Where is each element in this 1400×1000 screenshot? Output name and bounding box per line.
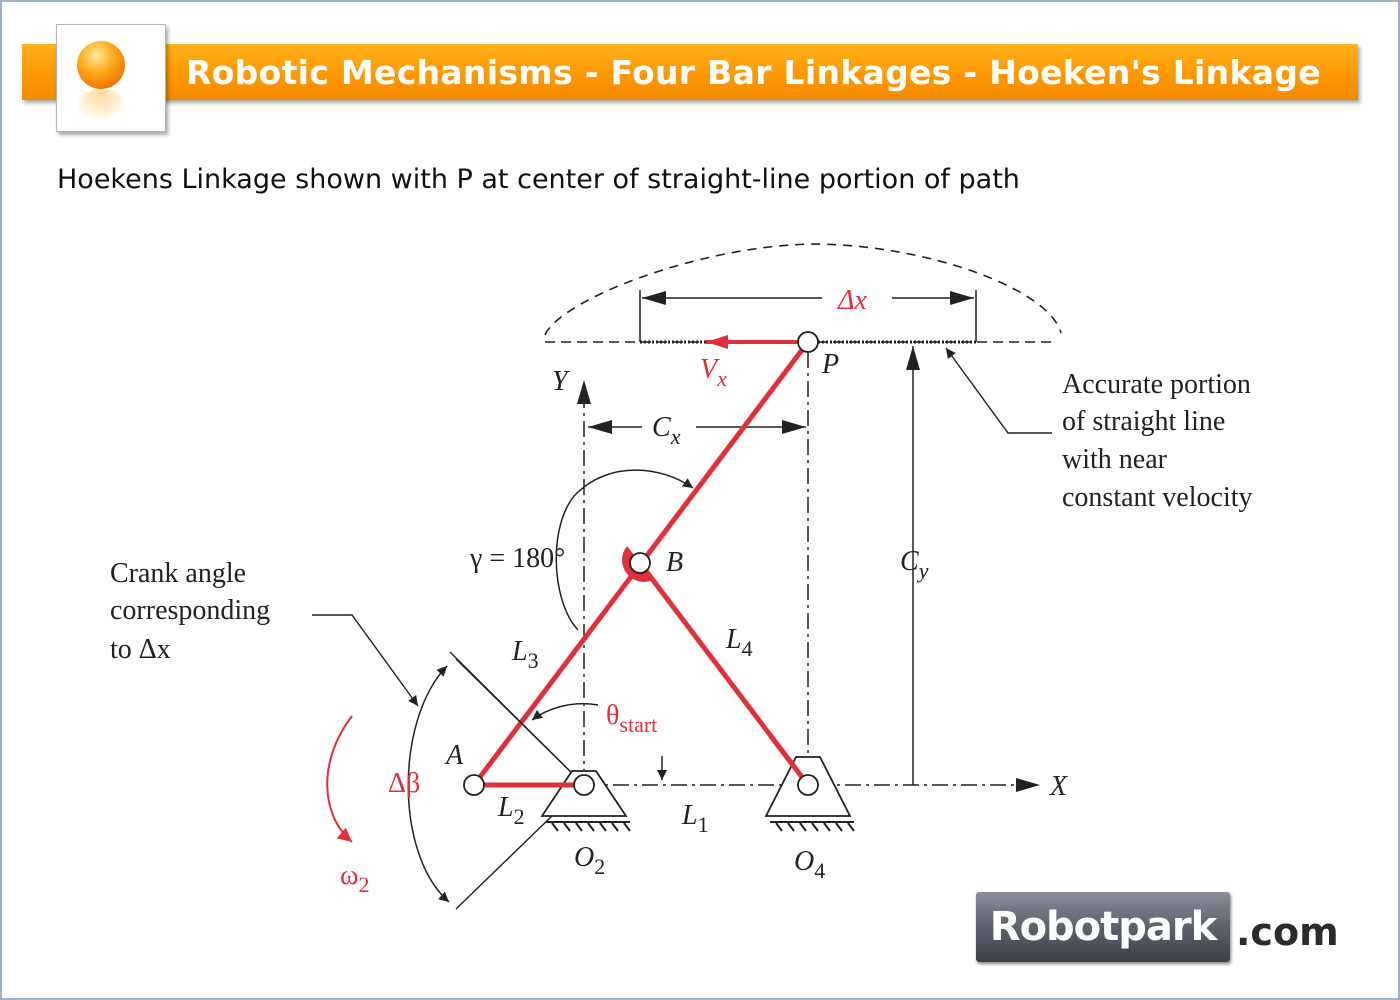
- brand-logo: [976, 892, 1230, 962]
- label-o4: $O_4$: [794, 846, 826, 883]
- annotation-crank-line3: to Δx: [110, 634, 171, 665]
- label-vx: $V_x$: [700, 354, 727, 391]
- annotation-accurate-line3: with near: [1062, 444, 1167, 475]
- label-x-axis: X: [1050, 771, 1068, 802]
- brand-name: Robotpark: [989, 904, 1217, 950]
- label-o2: $O_2$: [574, 842, 606, 879]
- label-cy: $C_y$: [900, 546, 929, 583]
- label-b: B: [666, 547, 684, 578]
- label-theta-start: $\theta_{start}$: [606, 700, 658, 737]
- label-l2: $L_2$: [498, 792, 525, 829]
- label-p: P: [822, 349, 840, 380]
- annotation-crank-line2: corresponding: [110, 595, 271, 626]
- label-a: A: [446, 740, 464, 771]
- page-title: Robotic Mechanisms - Four Bar Linkages - Hoeken's Linkage: [186, 53, 1321, 92]
- theta-start-arc: [532, 704, 598, 720]
- crank-angle-leader: [312, 615, 418, 706]
- dbeta-ray-upper: [450, 652, 584, 785]
- label-l4: $L_4$: [726, 624, 753, 661]
- annotation-crank-line1: Crank angle: [110, 558, 247, 589]
- label-y-axis: Y: [552, 366, 568, 397]
- label-l1: $L_1$: [682, 800, 709, 837]
- joint-o2: [574, 775, 594, 795]
- joint-o4: [798, 775, 818, 795]
- joint-p: [798, 332, 818, 352]
- brand-suffix: .com: [1236, 910, 1339, 954]
- joint-b: [630, 553, 650, 573]
- label-l3: $L_3$: [512, 636, 539, 673]
- annotation-accurate-line2: of straight line: [1062, 406, 1226, 437]
- label-dx: Δx: [838, 285, 867, 316]
- annotation-accurate-line1: Accurate portion: [1062, 369, 1251, 400]
- coupler-path-curve: [545, 244, 1061, 335]
- label-omega2: $\omega_2$: [340, 860, 370, 897]
- slide-subtitle: Hoekens Linkage shown with P at center of straight-line portion of path: [57, 164, 1020, 195]
- label-gamma: γ = 180°: [470, 543, 566, 574]
- omega2-arc: [327, 716, 352, 842]
- label-dbeta: Δβ: [388, 768, 421, 799]
- accurate-portion-leader: [946, 348, 1052, 433]
- annotation-accurate-line4: constant velocity: [1062, 482, 1253, 513]
- label-cx: $C_x$: [652, 412, 681, 449]
- joint-a: [464, 775, 484, 795]
